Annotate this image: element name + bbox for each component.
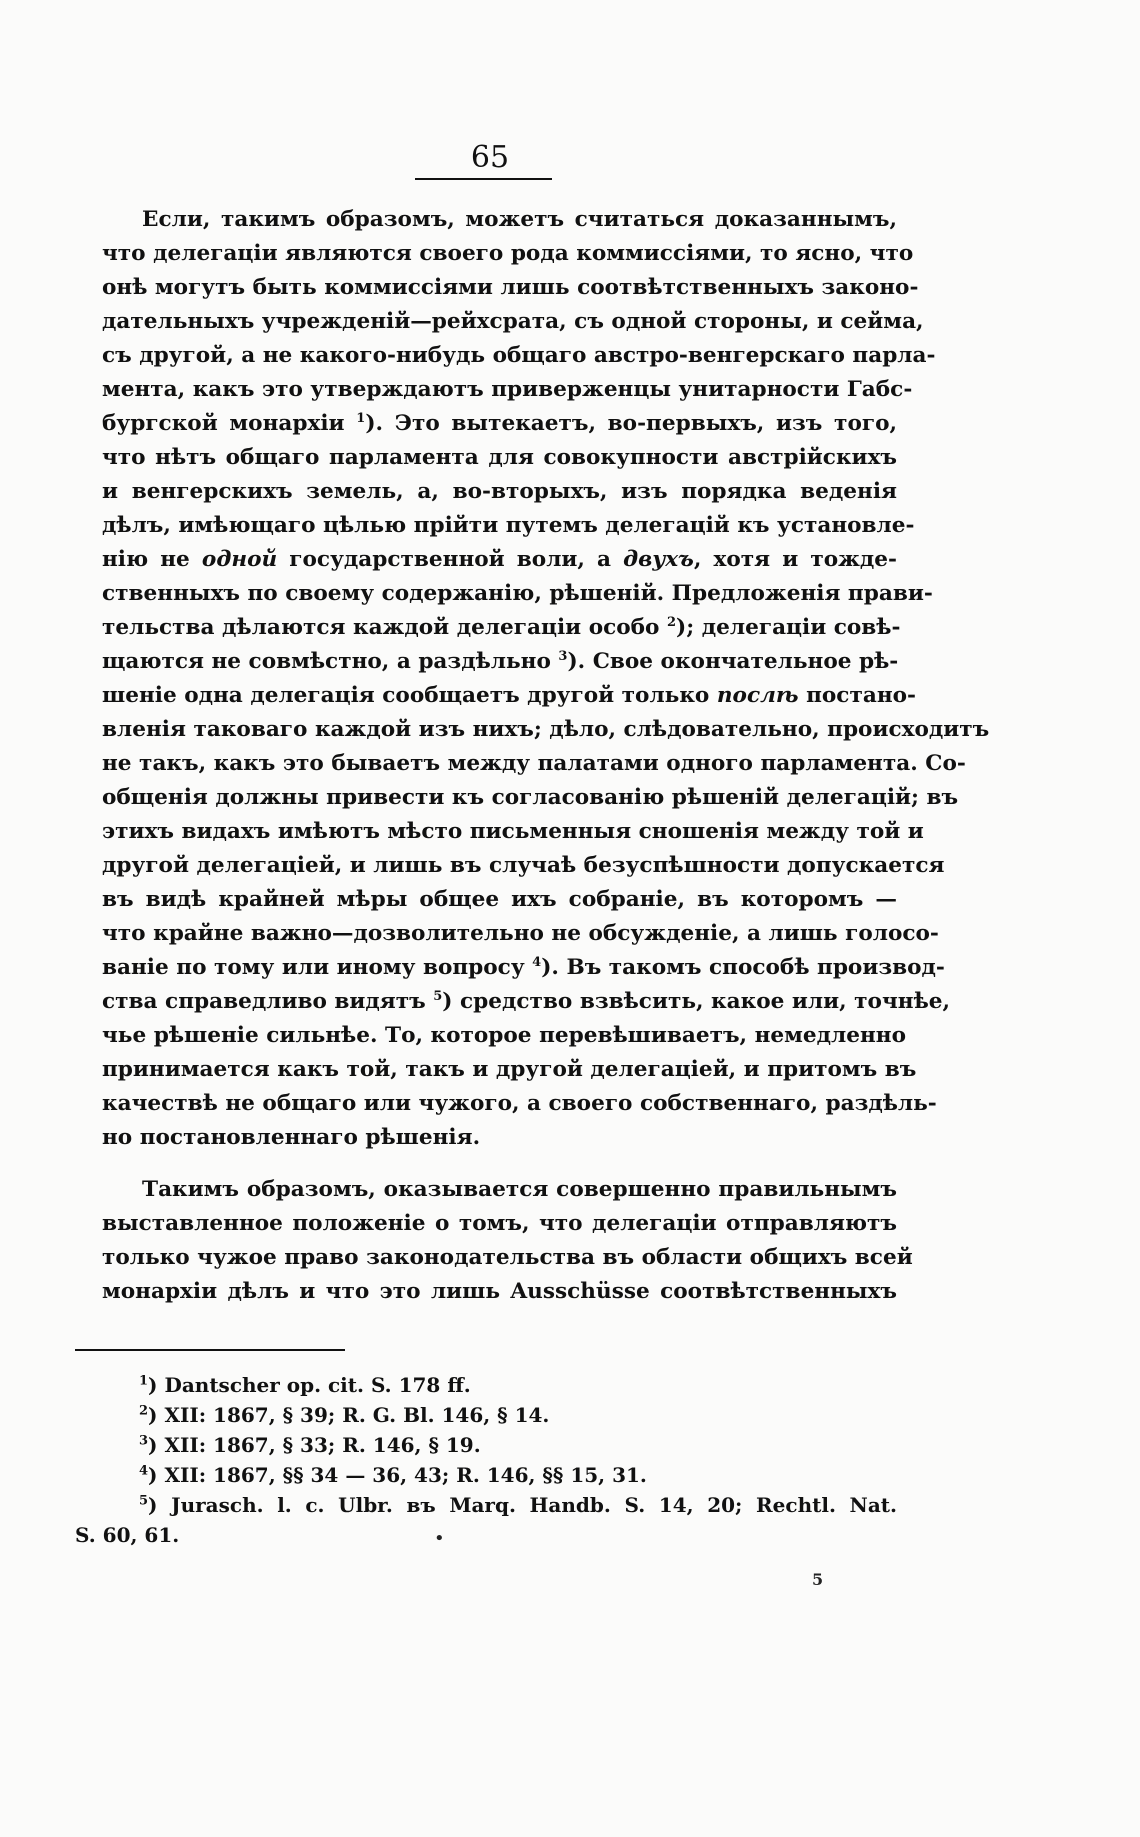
- text-fragment: ) средство взвѣсить, какое или, точнѣе,: [442, 989, 951, 1014]
- text-line: что делегаціи являются своего рода коммиссіями, то ясно, что: [102, 241, 914, 266]
- text-fragment: ). Въ такомъ способѣ производ-: [541, 955, 945, 980]
- text-line: [102, 985, 951, 1019]
- footnote-mark: 1: [139, 1373, 149, 1389]
- footnote-mark: 4: [139, 1463, 149, 1479]
- italic-word: двухъ: [623, 547, 694, 572]
- text-line: вленія таковаго каждой изъ нихъ; дѣло, слѣдовательно, происходитъ: [102, 717, 990, 742]
- text-fragment: , хотя и тожде-: [693, 547, 898, 572]
- text-fragment: нію не: [102, 547, 202, 572]
- text-line: выставленное положеніе о томъ, что делегаціи отправляютъ: [102, 1211, 897, 1236]
- footnote: [75, 1400, 897, 1430]
- footnote-ref: 2: [666, 614, 677, 630]
- text-line: [102, 543, 897, 577]
- text-line: но постановленнаго рѣшенія.: [102, 1125, 481, 1150]
- footnote-continuation: S. 60, 61.: [75, 1523, 180, 1547]
- footnote-ref: 3: [558, 648, 568, 664]
- footnotes: [75, 1370, 897, 1550]
- footnote-text: ) XII: 1867, §§ 34 — 36, 43; R. 146, §§ 15, 31.: [148, 1463, 647, 1487]
- text-fragment: ). Это вытекаетъ, во-первыхъ, изъ того,: [365, 411, 897, 436]
- text-line: принимается какъ той, такъ и другой делегаціей, и притомъ въ: [102, 1057, 917, 1082]
- paragraph-1: [102, 203, 990, 1155]
- italic-word: послѣ: [716, 683, 799, 708]
- text-line: качествѣ не общаго или чужого, а своего собственнаго, раздѣль-: [102, 1091, 937, 1116]
- text-fragment: ства справедливо видятъ: [102, 989, 434, 1014]
- text-fragment: государственной воли, а: [277, 547, 624, 572]
- text-line: этихъ видахъ имѣютъ мѣсто письменныя сношенія между той и: [102, 819, 924, 844]
- text-line: другой делегаціей, и лишь въ случаѣ безуспѣшности допускается: [102, 853, 945, 878]
- footnote-rule: [75, 1349, 345, 1351]
- footnote-mark: 3: [139, 1433, 149, 1449]
- stray-dot: •: [434, 1528, 445, 1549]
- footnote-mark: 5: [139, 1493, 149, 1509]
- text-line: мента, какъ это утверждаютъ приверженцы унитарности Габс-: [102, 377, 913, 402]
- footnote: [75, 1460, 897, 1490]
- italic-word: одной: [201, 547, 278, 572]
- paragraph-gap: [102, 1155, 897, 1173]
- page-number: 65: [470, 140, 510, 175]
- signature-mark: 5: [812, 1570, 824, 1589]
- text-fragment: шеніе одна делегація сообщаетъ другой только: [102, 683, 717, 708]
- text-fragment: ); делегаціи совѣ-: [676, 615, 901, 640]
- text-line: дательныхъ учрежденій—рейхсрата, съ одной стороны, и сейма,: [102, 309, 924, 334]
- text-line: [102, 645, 897, 679]
- text-fragment: бургской монархіи: [102, 411, 357, 436]
- text-line: онѣ могутъ быть коммиссіями лишь соотвѣтственныхъ законо-: [102, 275, 919, 300]
- header-rule: [415, 178, 552, 180]
- text-line: ственныхъ по своему содержанію, рѣшеній. Предложенія прави-: [102, 581, 933, 606]
- footnote-ref: 1: [356, 410, 366, 426]
- text-fragment: постано-: [798, 683, 916, 708]
- text-line: [102, 679, 916, 713]
- text-fragment: ваніе по тому или иному вопросу: [102, 955, 533, 980]
- text-fragment: щаются не совмѣстно, а раздѣльно: [102, 649, 559, 674]
- text-line: [102, 407, 897, 441]
- text-line: Если, такимъ образомъ, можетъ считаться доказаннымъ,: [142, 207, 897, 232]
- text-line: что крайне важно—дозволительно не обсужденіе, а лишь голосо-: [102, 921, 939, 946]
- footnote: [75, 1490, 897, 1520]
- footnote-text: ) XII: 1867, § 39; R. G. Bl. 146, § 14.: [148, 1403, 550, 1427]
- text-line: чье рѣшеніе сильнѣе. То, которое перевѣшиваетъ, немедленно: [102, 1023, 906, 1048]
- text-line: [102, 951, 945, 985]
- footnote-ref: 5: [433, 988, 443, 1004]
- footnote: [75, 1430, 897, 1460]
- text-line: въ видѣ крайней мѣры общее ихъ собраніе, въ которомъ —: [102, 887, 897, 912]
- text-line: что нѣтъ общаго парламента для совокупности австрійскихъ: [102, 445, 897, 470]
- text-line: общенія должны привести къ согласованію рѣшеній делегацій; въ: [102, 785, 959, 810]
- text-line: не такъ, какъ это бываетъ между палатами одного парламента. Со-: [102, 751, 966, 776]
- text-line: дѣлъ, имѣющаго цѣлью прійти путемъ делегацій къ установле-: [102, 513, 915, 538]
- text-line: Такимъ образомъ, оказывается совершенно правильнымъ: [142, 1177, 897, 1202]
- footnote: [75, 1370, 897, 1400]
- text-line: только чужое право законодательства въ области общихъ всей: [102, 1245, 913, 1270]
- footnote-text: ) Dantscher op. cit. S. 178 ff.: [148, 1373, 471, 1397]
- text-fragment: ). Свое окончательное рѣ-: [567, 649, 899, 674]
- footnote-ref: 4: [532, 954, 542, 970]
- footnote-text: ) XII: 1867, § 33; R. 146, § 19.: [148, 1433, 481, 1457]
- text-line: и венгерскихъ земель, а, во-вторыхъ, изъ порядка веденія: [102, 479, 897, 504]
- text-line: съ другой, а не какого-нибудь общаго австро-венгерскаго парла-: [102, 343, 936, 368]
- text-fragment: тельства дѣлаются каждой делегаціи особо: [102, 615, 667, 640]
- footnote-mark: 2: [139, 1403, 149, 1419]
- footnote-text: ) Jurasch. l. c. Ulbr. въ Marq. Handb. S. 14, 20; Rechtl. Nat.: [148, 1493, 897, 1517]
- text-line: [102, 611, 901, 645]
- body-text: [102, 203, 990, 1309]
- text-line: монархіи дѣлъ и что это лишь Ausschüsse соотвѣтственныхъ: [102, 1279, 897, 1304]
- paragraph-2: [102, 1173, 913, 1309]
